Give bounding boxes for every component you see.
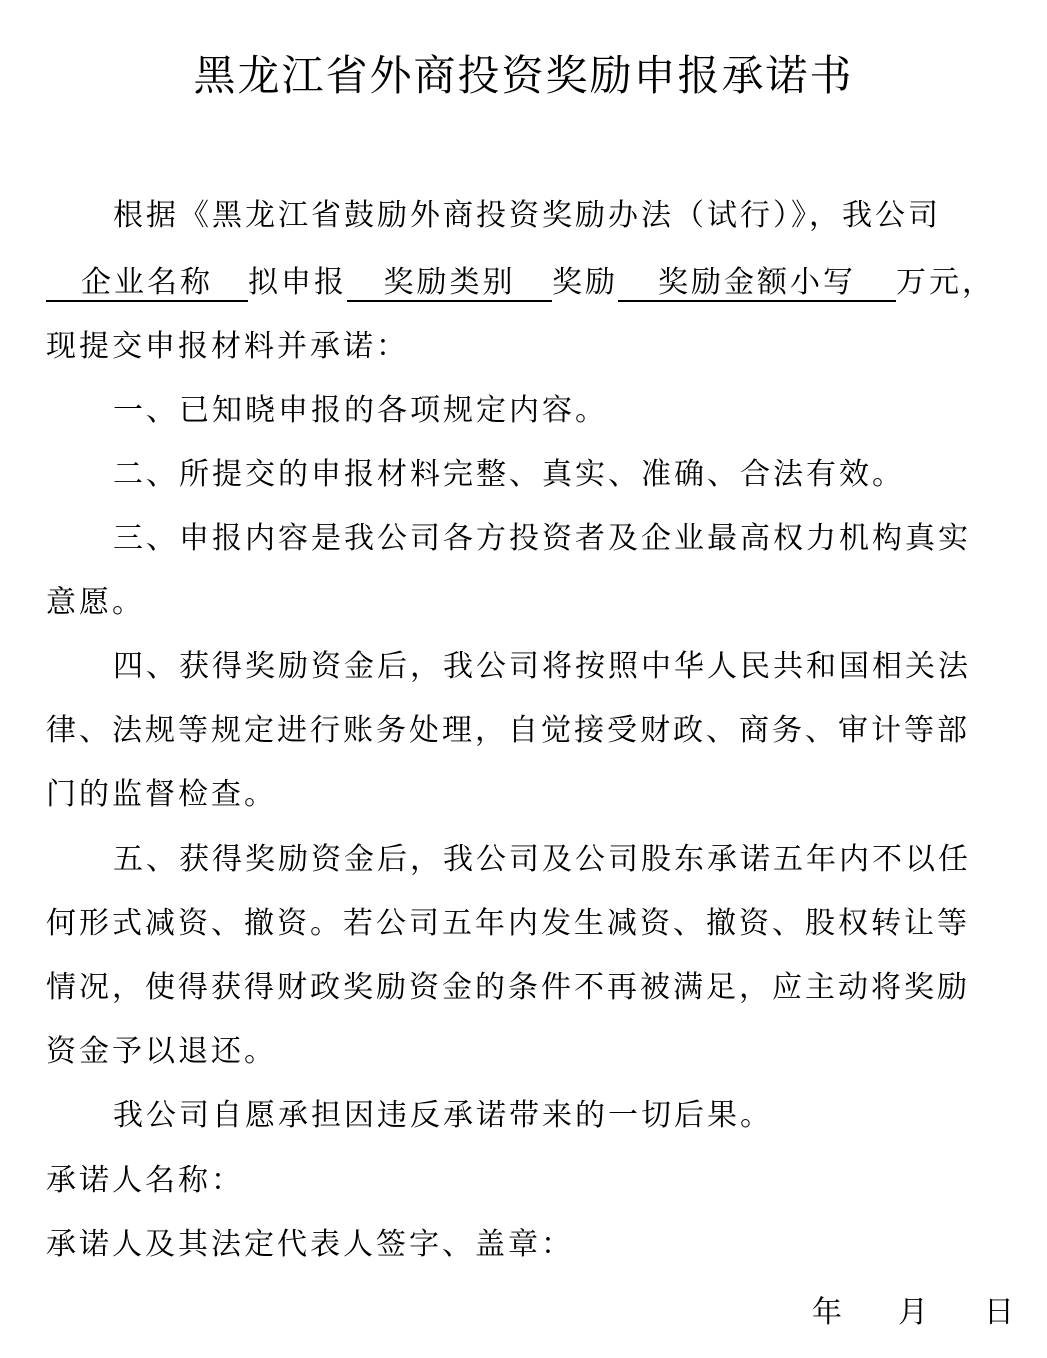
intro-line-3: 现提交申报材料并承诺： xyxy=(46,329,409,364)
item-4-line-1: 四、获得奖励资金后，我公司将按照中华人民共和国相关法 xyxy=(113,649,971,684)
signature-label: 承诺人及其法定代表人签字、盖章： xyxy=(46,1227,574,1262)
date-year: 年 xyxy=(812,1295,842,1330)
closing-statement: 我公司自愿承担因违反承诺带来的一切后果。 xyxy=(113,1098,773,1133)
item-2: 二、所提交的申报材料完整、真实、准确、合法有效。 xyxy=(113,457,905,492)
award-type-blank: 奖励类别 xyxy=(347,266,552,302)
item-3-line-1: 三、申报内容是我公司各方投资者及企业最高权力机构真实 xyxy=(113,521,971,556)
award-amount-blank: 奖励金额小写 xyxy=(618,266,896,302)
item-1: 一、已知晓申报的各项规定内容。 xyxy=(113,393,608,428)
apply-text: 拟申报 xyxy=(248,265,347,300)
item-5-line-1: 五、获得奖励资金后，我公司及公司股东承诺五年内不以任 xyxy=(113,842,971,877)
item-3-line-2: 意愿。 xyxy=(46,585,145,620)
intro-line-2 xyxy=(46,263,995,303)
item-5-line-3: 情况，使得获得财政奖励资金的条件不再被满足，应主动将奖励 xyxy=(46,970,970,1005)
item-5-line-2: 何形式减资、撤资。若公司五年内发生减资、撤资、股权转让等 xyxy=(46,906,970,941)
promisor-name-label: 承诺人名称： xyxy=(46,1163,244,1198)
unit-text: 万元， xyxy=(896,265,995,300)
date-month: 月 xyxy=(898,1295,928,1330)
company-name-blank: 企业名称 xyxy=(46,266,248,302)
item-5-line-4: 资金予以退还。 xyxy=(46,1034,277,1069)
item-4-line-3: 门的监督检查。 xyxy=(46,777,277,812)
award-text: 奖励 xyxy=(552,265,618,300)
item-4-line-2: 律、法规等规定进行账务处理，自觉接受财政、商务、审计等部 xyxy=(46,713,970,748)
date-day: 日 xyxy=(984,1295,1014,1330)
intro-line-1: 根据《黑龙江省鼓励外商投资奖励办法（试行）》，我公司 xyxy=(113,198,941,233)
document-title: 黑龙江省外商投资奖励申报承诺书 xyxy=(193,51,854,100)
